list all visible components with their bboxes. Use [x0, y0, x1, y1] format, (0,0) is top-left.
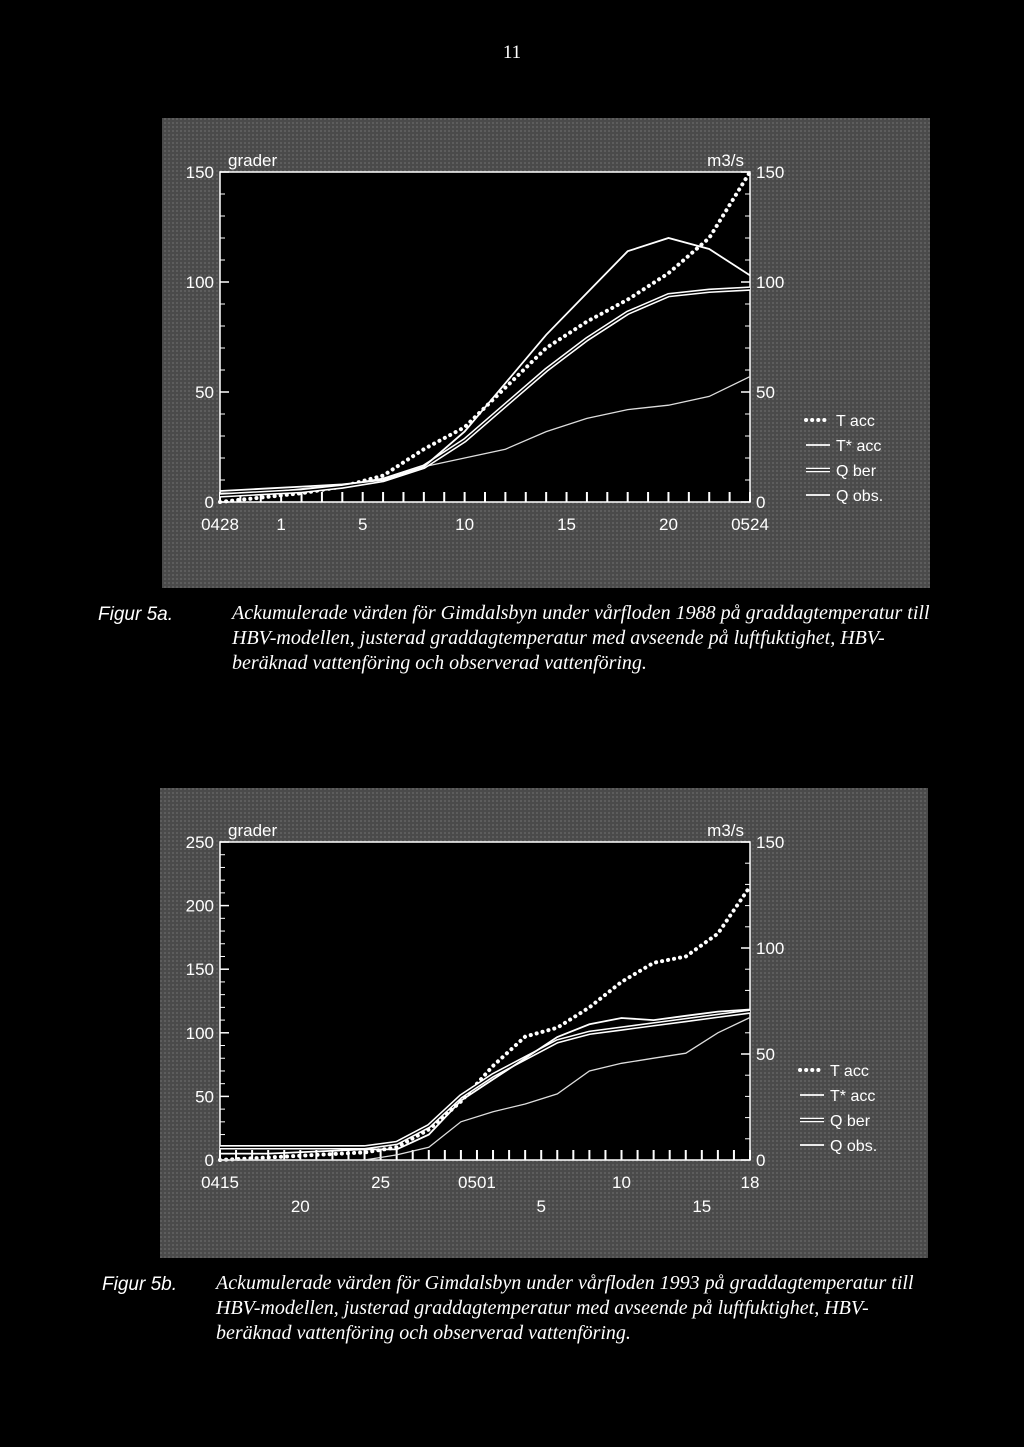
x-tick-label: 18: [740, 1173, 760, 1192]
figure-5a: [0, 118, 1024, 596]
figure-5a-label: Figur 5a.: [98, 604, 173, 625]
right-tick-label: 50: [756, 1045, 775, 1064]
figure-5a-caption: Ackumulerade värden för Gimdalsbyn under vårfloden 1988 på graddagtemperatur till HBV-modellen, justerad graddagtemperatur med avseende på luftfuktighet, HBV-beräknad vattenföring och observerad vattenföring.: [232, 602, 930, 674]
x-tick-label: 5: [357, 515, 368, 534]
right-tick-label: 50: [756, 383, 775, 402]
right-tick-label: 100: [756, 939, 785, 958]
legend-label: Q ber: [836, 463, 877, 480]
legend-label: T* acc: [836, 438, 882, 455]
x-tick-label: 0524: [731, 515, 769, 534]
legend-label: T* acc: [830, 1088, 876, 1105]
legend-label: Q ber: [830, 1113, 871, 1130]
x-tick-label: 20: [290, 1197, 310, 1216]
legend-label: T acc: [830, 1063, 869, 1080]
x-tick-label: 0428: [201, 515, 239, 534]
x-tick-label: 25: [371, 1173, 391, 1192]
figure-5b-caption: Ackumulerade värden för Gimdalsbyn under vårfloden 1993 på graddagtemperatur till HBV-modellen, justerad graddagtemperatur med avseende på luftfuktighet, HBV-beräknad vattenföring och observerad vattenföring.: [216, 1272, 914, 1344]
x-tick-label: 0501: [458, 1173, 496, 1192]
left-tick-label: 100: [185, 1023, 214, 1043]
plot-area: [220, 842, 750, 1160]
left-tick-label: 200: [185, 896, 214, 916]
left-tick-label: 0: [204, 493, 214, 512]
plot-area: [220, 172, 750, 502]
right-tick-label: 0: [756, 1151, 766, 1170]
x-tick-label: 5: [536, 1197, 546, 1216]
legend-label: Q obs.: [830, 1138, 878, 1155]
left-axis-title: grader: [228, 821, 278, 840]
right-tick-label: 150: [756, 833, 785, 852]
x-tick-label: 1: [276, 515, 286, 534]
chart-5b: [0, 788, 1024, 1266]
left-tick-label: 250: [185, 833, 214, 852]
figure-5b-label: Figur 5b.: [102, 1274, 177, 1295]
left-tick-label: 150: [185, 960, 214, 980]
left-tick-label: 100: [185, 273, 214, 292]
legend-label: T acc: [836, 413, 875, 430]
left-tick-label: 50: [195, 383, 214, 402]
right-axis-title: m3/s: [707, 821, 744, 840]
figure-5b: [0, 788, 1024, 1266]
x-tick-label: 15: [557, 515, 576, 534]
right-axis-title: m3/s: [707, 151, 744, 170]
right-tick-label: 0: [756, 493, 766, 512]
legend-label: Q obs.: [836, 488, 884, 505]
left-tick-label: 0: [204, 1151, 214, 1170]
page-number: 11: [502, 42, 522, 63]
chart-5a: [0, 118, 1024, 596]
right-tick-label: 150: [756, 163, 785, 182]
right-tick-label: 100: [756, 273, 785, 292]
left-axis-title: grader: [228, 151, 278, 170]
x-tick-label: 10: [612, 1173, 631, 1192]
x-tick-label: 15: [692, 1197, 712, 1216]
x-tick-label: 10: [455, 515, 475, 534]
x-tick-label: 20: [659, 515, 678, 534]
left-tick-label: 50: [195, 1087, 214, 1107]
x-tick-label: 0415: [201, 1173, 239, 1192]
left-tick-label: 150: [185, 163, 214, 182]
